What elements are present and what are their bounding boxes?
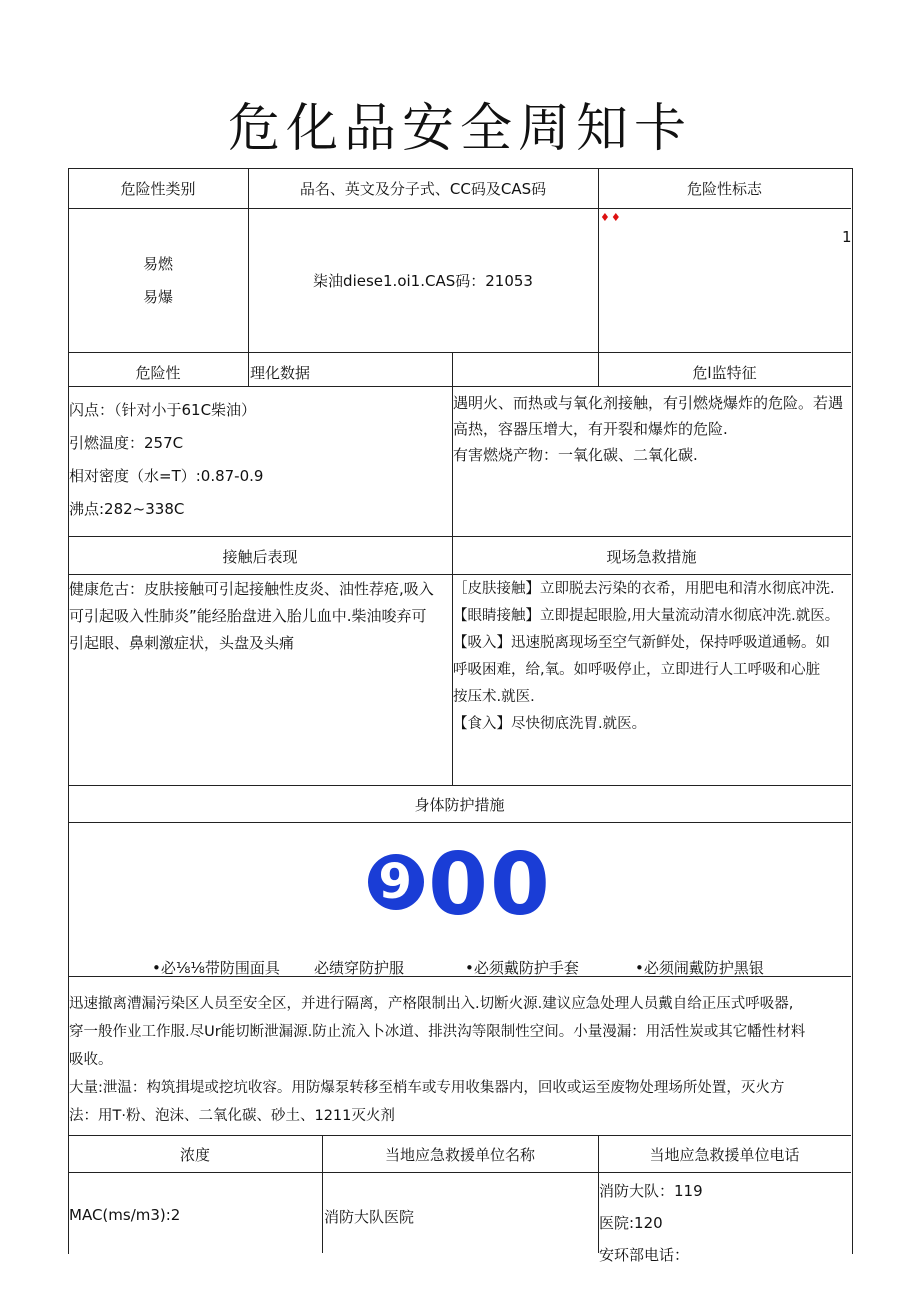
row-divider xyxy=(68,785,851,786)
header-hazard-sign: 危险性标志 xyxy=(686,180,762,198)
header-product-name: 品名、英文及分子式、CC码及CAS码 xyxy=(299,180,547,198)
hazard-feature-line: 有害燃烧产物：一氧化碳、二氧化碳. xyxy=(453,446,698,464)
symptoms-line: 可引起吸入性肺炎”能经胎盘进入胎儿血中.柴油唆弃可 xyxy=(69,607,427,625)
protection-label-goggles: •必须闹戴防护黑银 xyxy=(635,959,764,977)
symptoms-text xyxy=(69,576,434,657)
first-aid-line: 按压术.就医. xyxy=(453,689,535,705)
label-rescue-unit: 当地应急救援单位名称 xyxy=(384,1146,535,1164)
leak-line: 穿一般作业工作服.尽Ur能切断泄漏源.防止流入卜冰道、排洪沟等限制性空间。小量漫漏：用活性炭或其它幡性材料 xyxy=(69,1024,806,1040)
hazard-sign-number: 1 xyxy=(842,228,852,246)
leak-line: 法：用T·粉、泡沫、二氧化碳、砂土、1211灭火剂 xyxy=(69,1108,395,1124)
leak-line: 吸收。 xyxy=(69,1052,113,1068)
label-rescue-phone: 当地应急救援单位电话 xyxy=(649,1146,800,1164)
hazard-features-text xyxy=(453,390,843,468)
header-hazard-category: 危险性类别 xyxy=(120,180,196,198)
phone-list xyxy=(599,1175,703,1264)
protection-circle-icon: 9 xyxy=(368,854,424,910)
phone-safety-dept: 安环部电话： xyxy=(599,1246,690,1264)
page-title: 危化品安全周知卡 xyxy=(227,99,692,159)
label-symptoms: 接触后表现 xyxy=(222,548,298,566)
phone-fire: 消防大队：119 xyxy=(599,1182,703,1200)
physchem-item: 沸点:282~338C xyxy=(69,500,185,518)
row-divider xyxy=(68,208,851,209)
first-aid-line: 呼吸困难，给,氧。如呼吸停止，立即进行人工呼吸和心脏 xyxy=(453,662,821,678)
category-explosive: 易爆 xyxy=(142,288,173,306)
first-aid-line: 【食入】尽快彻底洗胃.就医。 xyxy=(453,716,647,732)
row-divider xyxy=(68,1172,851,1173)
category-flammable: 易燃 xyxy=(142,255,173,273)
row-divider xyxy=(68,386,851,387)
row-divider xyxy=(68,1135,851,1136)
product-identifier: 柒油diese1.oi1.CAS码：21053 xyxy=(313,272,533,290)
rescue-units: 消防大队医院 xyxy=(324,1208,415,1226)
row-divider xyxy=(68,352,851,353)
protection-heading: 身体防护措施 xyxy=(414,796,505,814)
first-aid-text xyxy=(453,576,839,738)
first-aid-line: ［皮肤接触】立即脱去污染的衣希，用肥电和清水彻底冲洗. xyxy=(453,581,835,597)
hazard-feature-line: 遇明火、而热或与氧化剂接触，有引燃烧爆炸的危险。若遇 xyxy=(453,394,844,412)
leak-line: 迅速撤离漕漏污染区人员至安全区，并进行隔离，产格限制出入.切断火源.建议应急处理人员戴自给正压式呼吸器, xyxy=(69,996,794,1012)
symptoms-line: 健康危古：皮肤接触可引起接触性皮炎、油性荐疮,吸入 xyxy=(69,580,434,598)
physchem-list xyxy=(69,394,263,526)
first-aid-line: 【吸入】迅速脱离现场至空气新鲜处，保持呼吸道通畅。如 xyxy=(453,635,830,651)
label-hazard: 危险性 xyxy=(135,364,181,382)
symptoms-line: 引起眼、鼻刺激症状，头盘及头痛 xyxy=(69,634,295,652)
hazard-feature-line: 高热，容器压增大，有开裂和爆炸的危险. xyxy=(453,420,728,438)
row-divider xyxy=(68,574,851,575)
protection-label-suit: 必绩穿防护服 xyxy=(314,959,405,977)
physchem-item: 相对密度（水=T）:0.87-0.9 xyxy=(69,467,264,485)
row-divider xyxy=(68,822,851,823)
first-aid-line: 【眼睛接触】立即提起眼脸,用大量流动清水彻底冲洗.就医。 xyxy=(453,608,840,624)
protection-label-gloves: •必须戴防护手套 xyxy=(465,959,579,977)
protection-label-mask: •必⅛⅛带防围面具 xyxy=(152,959,280,977)
physchem-item: 闪点：（针对小于61C柴油） xyxy=(69,401,257,419)
protection-symbols xyxy=(0,835,920,935)
hazard-diamond-icon: ♦♦ xyxy=(600,211,622,224)
col-divider xyxy=(598,168,599,386)
phone-hospital: 医院:120 xyxy=(599,1214,663,1232)
physchem-item: 引燃温度：257C xyxy=(69,434,184,452)
label-first-aid: 现场急救措施 xyxy=(606,548,697,566)
label-physchem: 理化数据 xyxy=(250,364,311,382)
label-concentration: 浓度 xyxy=(179,1146,210,1164)
concentration-value: MAC(ms/m3):2 xyxy=(69,1206,181,1224)
leak-handling-text xyxy=(69,990,805,1130)
row-divider xyxy=(68,536,851,537)
label-hazard-features: 危l监特征 xyxy=(692,364,757,382)
leak-line: 大量:泄温：构筑揖堤或挖坑收容。用防爆泵转移至梢车或专用收集器内，回收或运至废物处理场所处置，灭火方 xyxy=(69,1080,785,1096)
protection-symbol-text: 00 xyxy=(428,835,552,935)
